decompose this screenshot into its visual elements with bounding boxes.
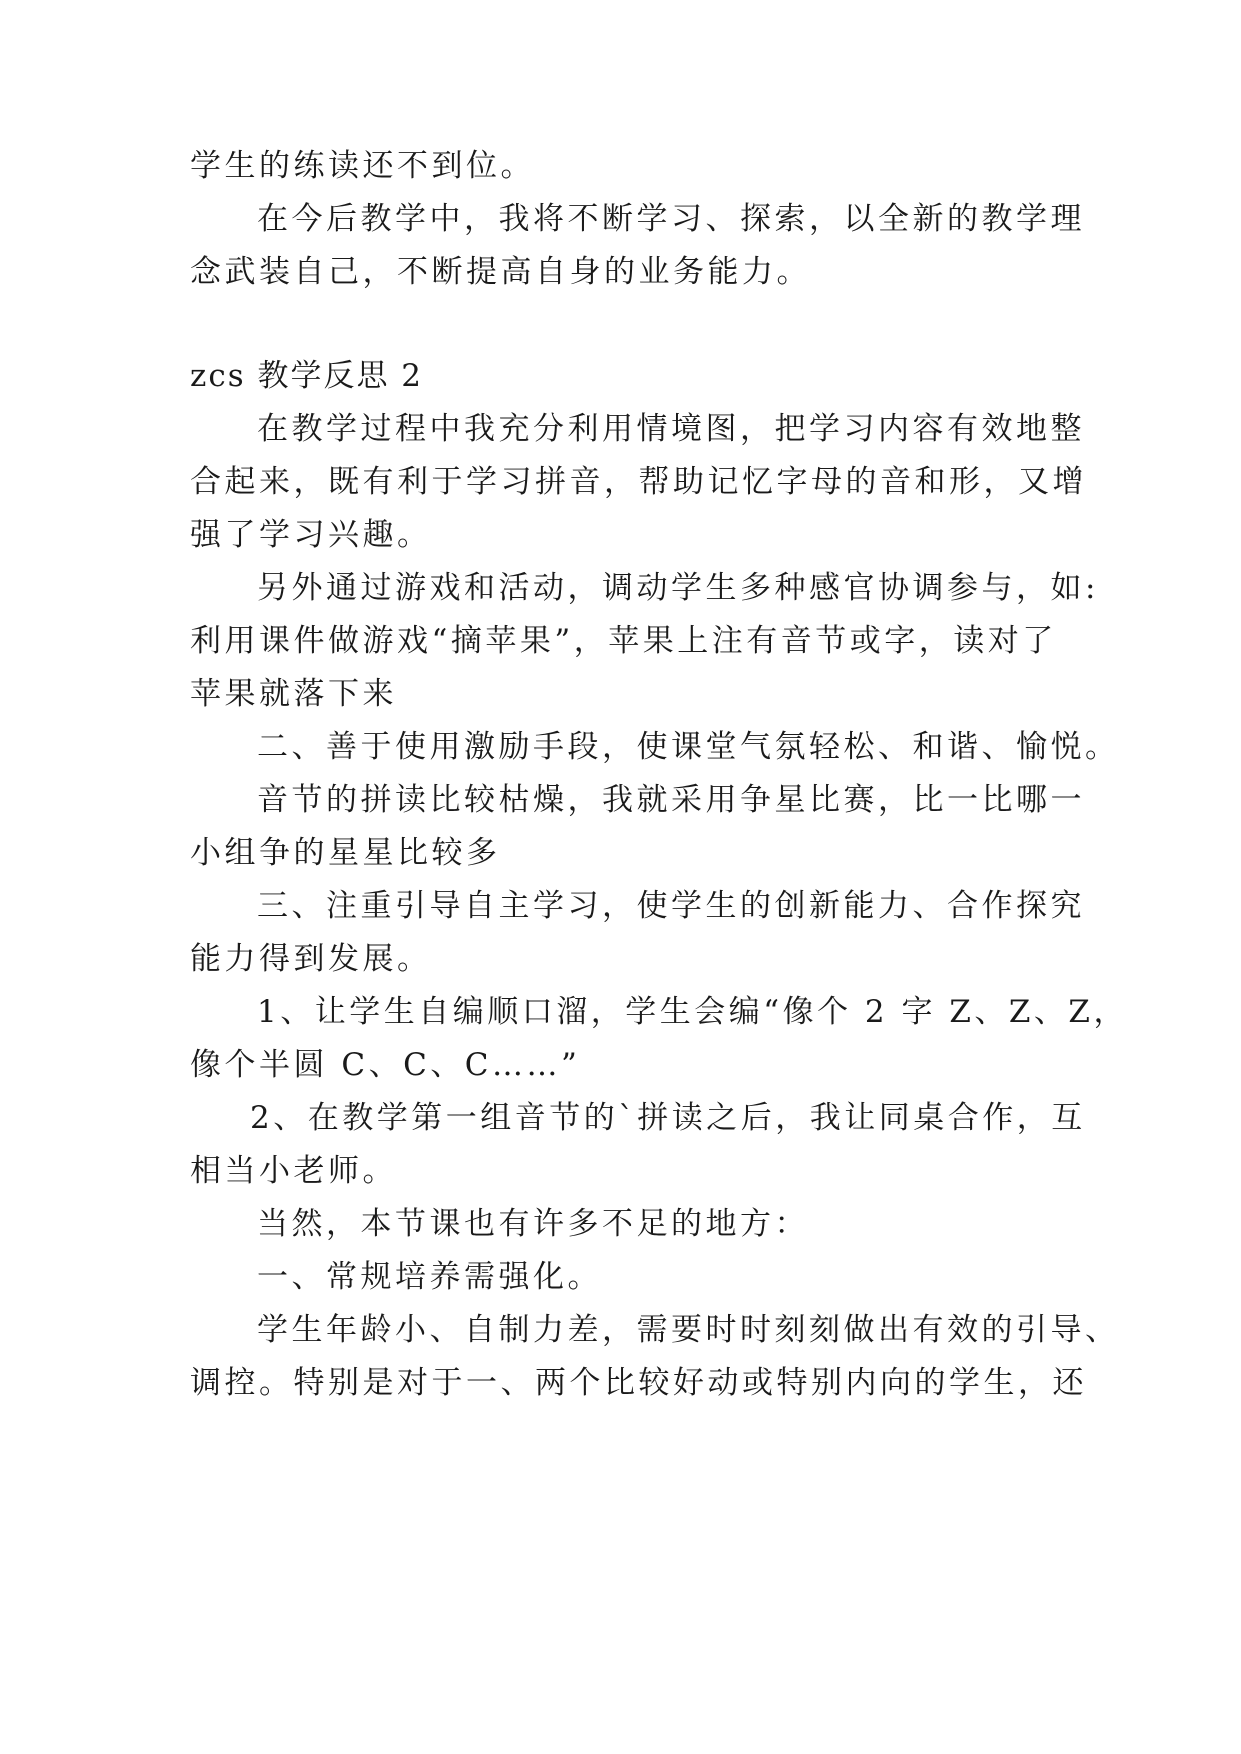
text-line: 小组争的星星比较多: [190, 835, 501, 871]
paragraph-first-line: 在教学过程中我充分利用情境图，把学习内容有效地整: [257, 411, 1085, 447]
paragraph-first-line: 当然，本节课也有许多不足的地方：: [257, 1206, 809, 1242]
text-line: 强了学习兴趣。: [190, 517, 432, 553]
text-line: 调控。特别是对于一、两个比较好动或特别内向的学生，还: [190, 1365, 1087, 1401]
text-line: 合起来，既有利于学习拼音，帮助记忆字母的音和形，又增: [190, 464, 1087, 500]
paragraph-first-line: 另外通过游戏和活动，调动学生多种感官协调参与，如:: [257, 570, 1099, 606]
paragraph-first-line: 音节的拼读比较枯燥，我就采用争星比赛，比一比哪一: [257, 782, 1085, 818]
text-line: 相当小老师。: [190, 1153, 397, 1189]
text-line: 苹果就落下来: [190, 676, 397, 712]
paragraph-first-line: 二、善于使用激励手段，使课堂气氛轻松、和谐、愉悦。: [257, 729, 1120, 765]
paragraph-first-line: 1、让学生自编顺口溜，学生会编“像个 2 字 Z、Z、Z，: [257, 994, 1128, 1030]
text-line: 能力得到发展。: [190, 941, 432, 977]
paragraph-first-line: 学生年龄小、自制力差，需要时时刻刻做出有效的引导、: [257, 1312, 1120, 1348]
text-line: 像个半圆 C、C、C……”: [190, 1047, 581, 1083]
text-line: 念武装自己，不断提高自身的业务能力。: [190, 254, 811, 290]
paragraph-first-line: 一、常规培养需强化。: [257, 1259, 602, 1295]
paragraph-first-line: 在今后教学中，我将不断学习、探索，以全新的教学理: [257, 201, 1085, 237]
paragraph-first-line: 三、注重引导自主学习，使学生的创新能力、合作探究: [257, 888, 1085, 924]
paragraph-first-line: 2、在教学第一组音节的`拼读之后，我让同桌合作，互: [250, 1100, 1086, 1136]
text-line: 学生的练读还不到位。: [190, 148, 535, 184]
text-line: 利用课件做游戏“摘苹果”，苹果上注有音节或字，读对了: [190, 623, 1057, 659]
section-heading: zcs 教学反思 2: [190, 358, 424, 394]
